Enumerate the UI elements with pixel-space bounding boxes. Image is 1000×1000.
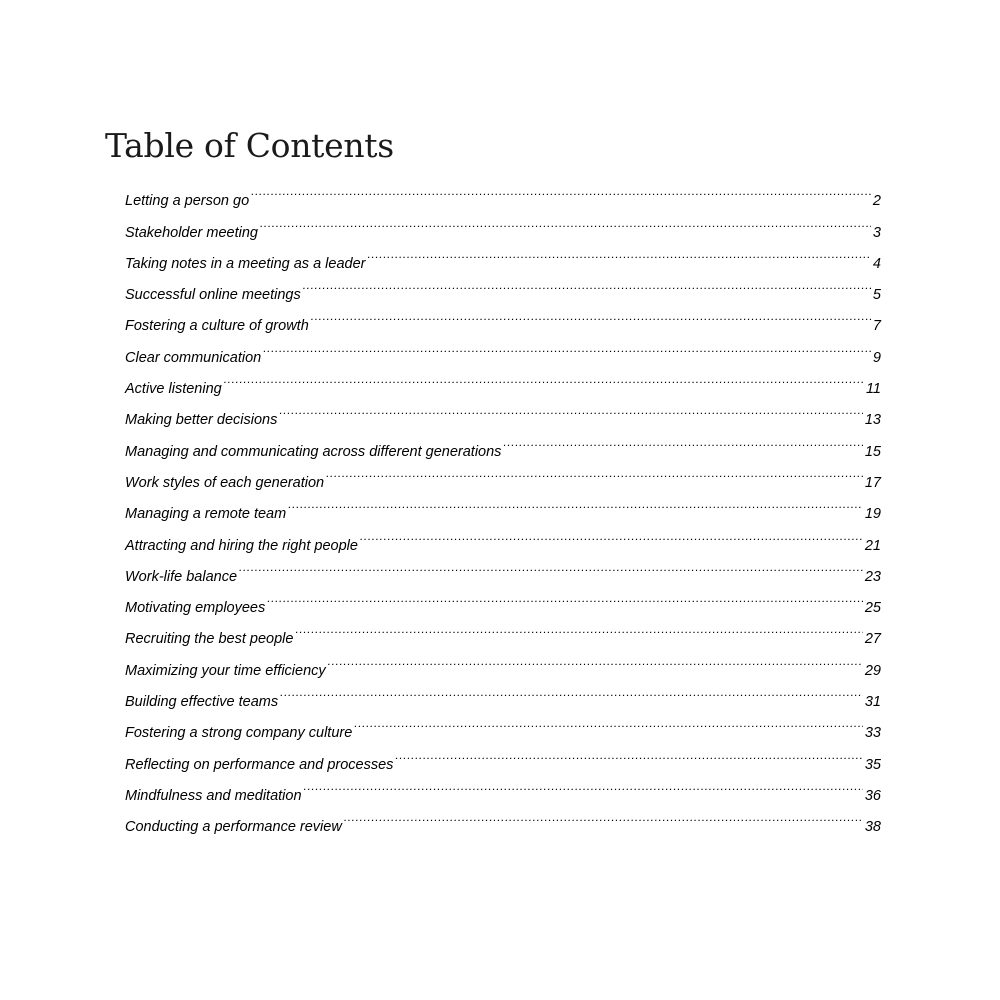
toc-entry-page-number: 29 [864, 662, 881, 679]
toc-dot-leader [304, 769, 863, 800]
toc-dot-leader [288, 487, 863, 518]
toc-entry-label: Work styles of each generation [125, 474, 325, 491]
toc-dot-leader [326, 456, 863, 487]
toc-entry-label: Fostering a strong company culture [125, 725, 353, 742]
toc-dot-leader [280, 675, 863, 706]
toc-entry-label: Stakeholder meeting [125, 224, 258, 241]
toc-entry-label: Recruiting the best people [125, 631, 294, 648]
toc-entry[interactable] [125, 581, 881, 617]
toc-entry-page-number: 4 [872, 255, 881, 272]
toc-entry-page-number: 15 [864, 443, 881, 460]
toc-entry-label: Work-life balance [125, 568, 238, 585]
toc-entry-page-number: 5 [872, 287, 881, 304]
toc-entry-page-number: 9 [872, 349, 881, 366]
toc-entry-page-number: 2 [872, 193, 881, 210]
toc-entry-label: Building effective teams [125, 694, 279, 711]
toc-dot-leader [295, 612, 862, 643]
toc-dot-leader [344, 800, 863, 831]
toc-entry-label: Managing a remote team [125, 506, 287, 523]
toc-entry-page-number: 13 [864, 412, 881, 429]
toc-entry-label: Taking notes in a meeting as a leader [125, 255, 366, 272]
toc-entry[interactable] [125, 362, 881, 398]
toc-entry-page-number: 21 [864, 537, 881, 554]
toc-entry-page-number: 36 [864, 787, 881, 804]
toc-dot-leader [328, 643, 863, 674]
toc-dot-leader [354, 706, 863, 737]
toc-entry-page-number: 23 [864, 568, 881, 585]
toc-entry-page-number: 25 [864, 600, 881, 617]
toc-entry-page-number: 38 [864, 819, 881, 836]
toc-entry-label: Making better decisions [125, 412, 278, 429]
toc-title: Table of Contents [105, 126, 394, 165]
toc-entry-label: Attracting and hiring the right people [125, 537, 358, 554]
toc-entry[interactable] [125, 550, 881, 585]
toc-entry-label: Reflecting on performance and processes [125, 756, 394, 773]
toc-dot-leader [303, 268, 871, 299]
toc-dot-leader [395, 737, 862, 768]
toc-entry-page-number: 3 [872, 224, 881, 241]
toc-entry-label: Clear communication [125, 349, 262, 366]
toc-entry-label: Maximizing your time efficiency [125, 662, 326, 679]
toc-dot-leader [279, 393, 863, 424]
toc-entry-page-number: 31 [864, 694, 881, 711]
toc-list [125, 174, 881, 836]
toc-dot-leader [263, 330, 871, 361]
toc-dot-leader [260, 205, 871, 236]
toc-entry[interactable] [125, 393, 881, 429]
toc-entry-label: Managing and communicating across different generations [125, 443, 502, 460]
toc-entry-label: Mindfulness and meditation [125, 787, 302, 804]
toc-entry-label: Letting a person go [125, 193, 250, 210]
toc-entry-page-number: 17 [864, 474, 881, 491]
toc-dot-leader [267, 581, 863, 612]
toc-entry-page-number: 7 [872, 318, 881, 335]
toc-entry-page-number: 19 [864, 506, 881, 523]
toc-entry-label: Motivating employees [125, 600, 266, 617]
toc-entry[interactable] [125, 174, 881, 210]
toc-dot-leader [224, 362, 864, 393]
toc-dot-leader [239, 550, 863, 581]
toc-entry-page-number: 27 [864, 631, 881, 648]
toc-dot-leader [251, 174, 871, 205]
toc-dot-leader [503, 424, 862, 455]
toc-entry-label: Active listening [125, 381, 222, 398]
toc-dot-leader [360, 518, 863, 549]
toc-entry-label: Conducting a performance review [125, 819, 342, 836]
toc-entry-page-number: 35 [864, 756, 881, 773]
toc-dot-leader [367, 237, 870, 268]
toc-dot-leader [311, 299, 871, 330]
toc-entry-page-number: 11 [865, 381, 881, 398]
toc-entry-label: Successful online meetings [125, 287, 301, 304]
toc-entry-label: Fostering a culture of growth [125, 318, 309, 335]
toc-entry-page-number: 33 [864, 725, 881, 742]
